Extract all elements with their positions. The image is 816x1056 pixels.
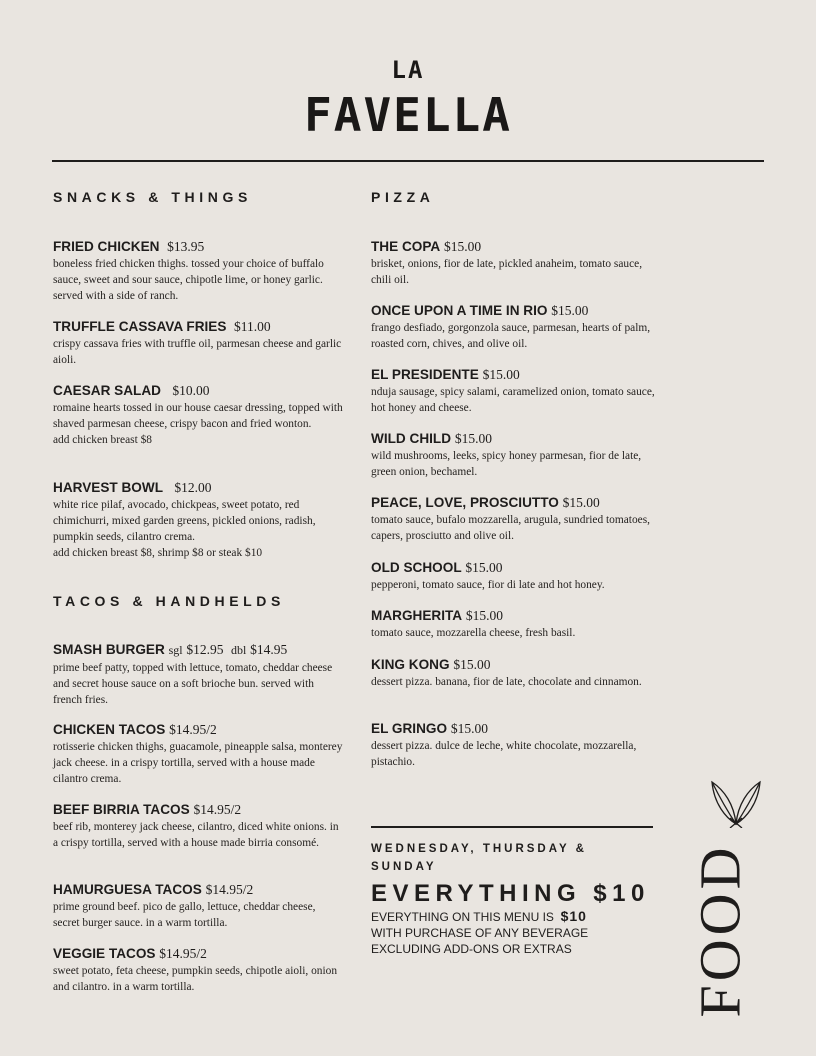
promo-divider [371, 826, 653, 828]
leaf-sprig-icon [708, 778, 764, 828]
section-title-tacos: TACOS & HANDHELDS [53, 593, 285, 609]
item-name: BEEF BIRRIA TACOS [53, 802, 190, 817]
item-price-prefix: dbl [231, 643, 247, 657]
item-name: OLD SCHOOL [371, 560, 462, 575]
item-price: $15.00 [551, 303, 589, 318]
menu-item-the-copa [371, 238, 661, 288]
side-label-text: FOOD [687, 843, 753, 1017]
item-name: VEGGIE TACOS [53, 946, 156, 961]
item-price: $15.00 [453, 657, 491, 672]
item-price: $14.95 [250, 642, 288, 657]
item-description: sweet potato, feta cheese, pumpkin seeds, chipotle aioli, onion and cilantro. in a warm tortilla. [53, 965, 338, 993]
item-name: PEACE, LOVE, PROSCIUTTO [371, 495, 559, 510]
menu-item-margherita [371, 607, 661, 641]
menu-item-chicken-tacos [53, 721, 343, 787]
item-description: wild mushrooms, leeks, spicy honey parmesan, fior de late, green onion, bechamel. [371, 450, 642, 478]
item-price: $15.00 [444, 239, 482, 254]
item-description: pepperoni, tomato sauce, fior di late and hot honey. [371, 579, 605, 591]
item-price: $15.00 [482, 367, 520, 382]
item-description: frango desfiado, gorgonzola sauce, parmesan, hearts of palm, roasted corn, chives, and olive oil. [371, 322, 651, 350]
item-description: nduja sausage, spicy salami, caramelized onion, tomato sauce, hot honey and cheese. [371, 386, 655, 414]
item-name: ONCE UPON A TIME IN RIO [371, 303, 548, 318]
promo-line-3: EXCLUDING ADD-ONS OR EXTRAS [371, 942, 572, 956]
item-price: $12.95 [186, 642, 224, 657]
promo-line-1: EVERYTHING ON THIS MENU IS [371, 910, 554, 924]
item-description: tomato sauce, mozzarella cheese, fresh basil. [371, 627, 576, 639]
menu-item-hamurguesa [53, 881, 343, 931]
item-price: $14.95/2 [193, 802, 242, 817]
menu-item-smash-burger [53, 641, 343, 708]
item-addon: add chicken breast $8, shrimp $8 or steak $10 [53, 547, 263, 559]
item-description: beef rib, monterey jack cheese, cilantro, diced white onions. in a crispy tortilla, served with a house made birria consomé. [53, 821, 339, 849]
item-name: KING KONG [371, 657, 450, 672]
item-description: crispy cassava fries with truffle oil, parmesan cheese and garlic aioli. [53, 338, 342, 366]
promo-days: WEDNESDAY, THURSDAY & SUNDAY [371, 843, 587, 873]
item-price: $13.95 [167, 239, 205, 254]
item-price: $12.00 [174, 480, 212, 495]
item-price: $15.00 [465, 560, 503, 575]
item-price: $15.00 [450, 721, 488, 736]
item-name: WILD CHILD [371, 431, 452, 446]
item-name: CHICKEN TACOS [53, 722, 166, 737]
item-description: prime ground beef. pico de gallo, lettuce, cheddar cheese, secret burger sauce. in a warm tortilla. [53, 901, 316, 929]
logo-title: FAVELLA [304, 88, 512, 142]
menu-item-veggie-tacos [53, 945, 343, 995]
menu-item-king-kong [371, 656, 661, 690]
item-description: tomato sauce, bufalo mozzarella, arugula, sundried tomatoes, capers, prosciutto and olive oil. [371, 514, 650, 542]
menu-item-once-upon-a-time [371, 302, 661, 352]
side-label-food [687, 840, 753, 1020]
item-description: dessert pizza. banana, fior de late, chocolate and cinnamon. [371, 676, 642, 688]
item-name: CAESAR SALAD [53, 383, 161, 398]
menu-item-beef-birria [53, 801, 343, 851]
menu-item-el-gringo [371, 720, 661, 770]
item-name: FRIED CHICKEN [53, 239, 160, 254]
item-price: $14.95/2 [169, 722, 217, 737]
item-price: $14.95/2 [159, 946, 207, 961]
item-name: HARVEST BOWL [53, 480, 164, 495]
menu-item-caesar-salad [53, 382, 343, 448]
item-price: $11.00 [234, 319, 271, 334]
item-addon: add chicken breast $8 [53, 434, 152, 446]
promo-headline: EVERYTHING $10 [371, 880, 650, 907]
item-description: dessert pizza. dulce de leche, white chocolate, mozzarella, pistachio. [371, 740, 637, 768]
promo-details [371, 908, 651, 957]
item-name: TRUFFLE CASSAVA FRIES [53, 319, 227, 334]
item-name: HAMURGUESA TACOS [53, 882, 202, 897]
item-description: brisket, onions, fior de late, pickled anaheim, tomato sauce, chili oil. [371, 258, 643, 286]
menu-item-fried-chicken [53, 238, 343, 304]
promo-price: $10 [560, 908, 587, 924]
item-description: rotisserie chicken thighs, guacamole, pineapple salsa, monterey jack cheese. in a crispy tortilla, served with a house made cilantro crema. [53, 741, 343, 785]
logo-small: LA [391, 56, 425, 84]
section-title-pizza: PIZZA [371, 189, 435, 205]
menu-item-old-school [371, 559, 661, 593]
item-name: EL PRESIDENTE [371, 367, 479, 382]
item-description: white rice pilaf, avocado, chickpeas, sweet potato, red chimichurri, mixed garden greens, pickled onions, radish, pumpkin seeds, cilantro crema. [53, 499, 316, 543]
item-name: EL GRINGO [371, 721, 448, 736]
item-price: $15.00 [454, 431, 492, 446]
promo-line-2: WITH PURCHASE OF ANY BEVERAGE [371, 926, 589, 940]
menu-item-harvest-bowl [53, 479, 343, 561]
item-name: THE COPA [371, 239, 441, 254]
item-price: $14.95/2 [205, 882, 254, 897]
item-price-prefix: sgl [168, 643, 183, 657]
menu-item-truffle-fries [53, 318, 343, 368]
item-price: $15.00 [465, 608, 504, 623]
menu-item-el-presidente [371, 366, 661, 416]
item-price: $10.00 [172, 383, 210, 398]
menu-item-wild-child [371, 430, 661, 480]
item-description: romaine hearts tossed in our house caesar dressing, topped with shaved parmesan cheese, crispy bacon and fried wonton. [53, 402, 343, 430]
item-price: $15.00 [562, 495, 600, 510]
item-name: SMASH BURGER [53, 642, 165, 657]
item-description: boneless fried chicken thighs. tossed your choice of buffalo sauce, sweet and sour sauce, chipotle lime, or honey garlic. served with a side of ranch. [53, 258, 324, 302]
menu-item-peace-love-prosciutto [371, 494, 661, 544]
item-description: prime beef patty, topped with lettuce, tomato, cheddar cheese and secret house sauce on a soft brioche bun. served with french fries. [53, 662, 333, 706]
section-title-snacks: SNACKS & THINGS [53, 189, 252, 205]
top-divider [52, 160, 764, 162]
item-name: MARGHERITA [371, 608, 463, 623]
